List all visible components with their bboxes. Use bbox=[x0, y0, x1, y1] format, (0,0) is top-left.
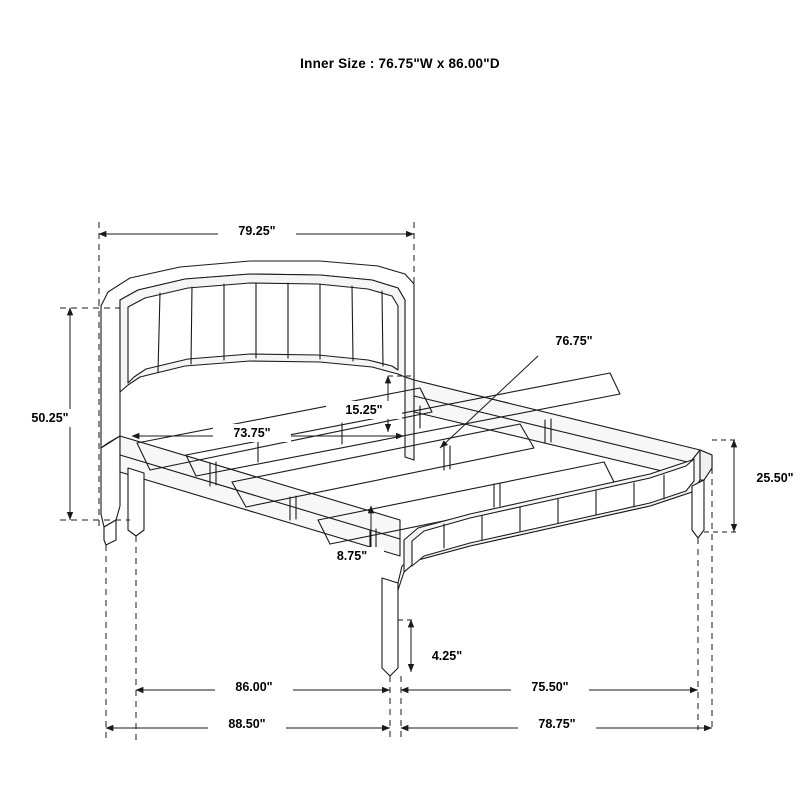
dim-4-25: 4.25" bbox=[431, 649, 463, 663]
dim-88-50: 88.50" bbox=[228, 717, 266, 731]
dim-25-50: 25.50" bbox=[756, 471, 794, 485]
dim-78-75: 78.75" bbox=[538, 717, 576, 731]
page-title: Inner Size : 76.75"W x 86.00"D bbox=[300, 56, 500, 71]
dim-50-25: 50.25" bbox=[31, 411, 69, 425]
dim-8-75: 8.75" bbox=[336, 549, 368, 563]
bed-illustration bbox=[101, 261, 712, 676]
dim-15-25: 15.25" bbox=[345, 403, 383, 417]
dim-86-00: 86.00" bbox=[235, 680, 273, 694]
dim-79-25: 79.25" bbox=[238, 224, 276, 238]
dim-75-50: 75.50" bbox=[531, 680, 569, 694]
dim-73-75: 73.75" bbox=[233, 426, 271, 440]
dim-76-75: 76.75" bbox=[555, 334, 593, 348]
